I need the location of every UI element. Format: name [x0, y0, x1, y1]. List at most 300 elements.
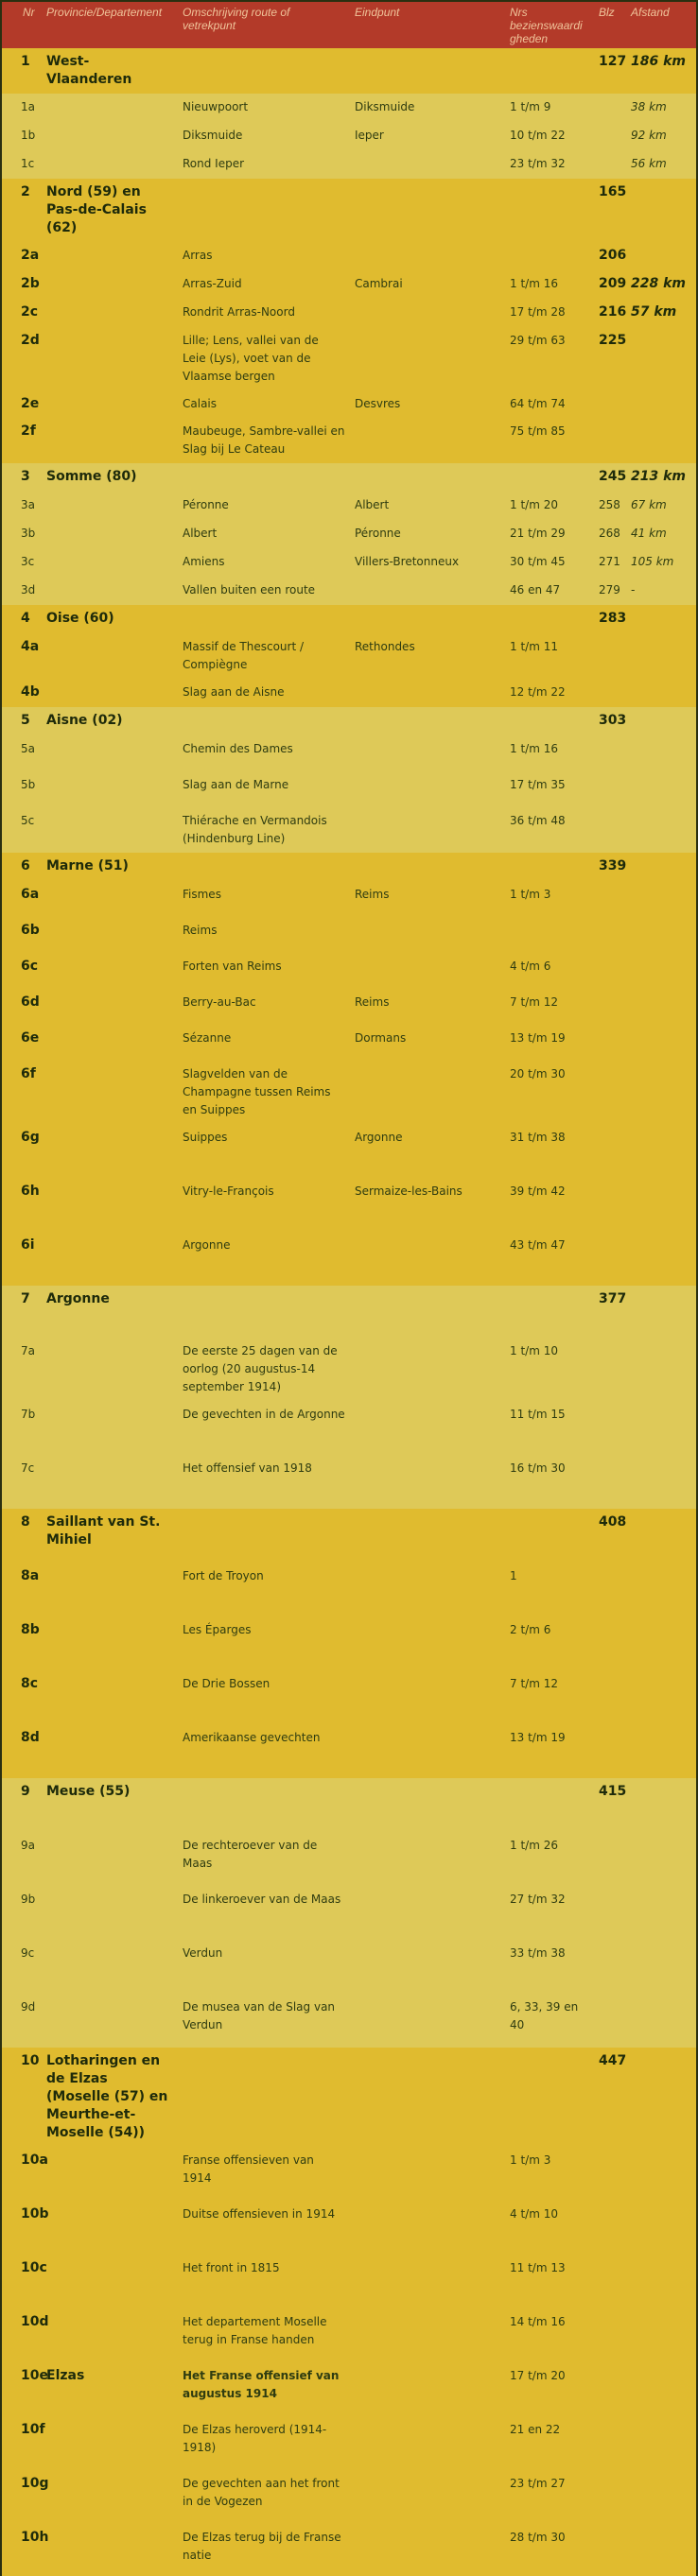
cell-end: Desvres: [355, 397, 401, 410]
cell-nrs: [505, 242, 594, 270]
section-row: [2, 605, 696, 633]
cell-end: Villers-Bretonneux: [355, 555, 460, 568]
cell-route: Sézanne: [183, 1031, 232, 1045]
cell-blz: [594, 94, 626, 122]
cell-prov: [42, 418, 178, 463]
table-row: [2, 953, 696, 989]
header-nrs: Nrs bezienswaardi gheden: [505, 2, 594, 48]
cell-nr: 1: [21, 54, 30, 69]
cell-nr: 6a: [21, 887, 40, 902]
cell-blz: [594, 1025, 626, 1061]
cell-route: [178, 605, 350, 633]
cell-nr: 2e: [21, 396, 40, 411]
cell-afst: 57 km: [631, 304, 677, 320]
cell-prov: [42, 633, 178, 679]
cell-blz: [594, 122, 626, 150]
cell-blz: [594, 2255, 626, 2308]
cell-afst: [626, 707, 696, 735]
cell-nrs: 64 t/m 74: [510, 397, 566, 410]
cell-blz: 303: [599, 713, 627, 728]
cell-blz: 258: [599, 498, 620, 511]
cell-blz: [594, 953, 626, 989]
cell-end: [350, 1940, 505, 1994]
cell-route: De Elzas terug bij de Franse natie: [183, 2531, 341, 2562]
cell-nr: 6e: [21, 1030, 40, 1046]
cell-blz: 415: [599, 1784, 627, 1799]
cell-afst: [626, 2048, 696, 2147]
cell-nrs: 20 t/m 30: [510, 1067, 566, 1081]
cell-route: Het offensief van 1918: [183, 1461, 312, 1475]
cell-blz: 268: [599, 527, 620, 540]
cell-prov: [42, 242, 178, 270]
cell-prov: [42, 1616, 178, 1670]
cell-nr: 9b: [21, 1893, 36, 1906]
cell-blz: 408: [599, 1514, 627, 1530]
cell-afst: [626, 1455, 696, 1509]
cell-afst: [626, 807, 696, 853]
cell-nrs: [505, 1509, 594, 1563]
cell-afst: 228 km: [631, 276, 686, 291]
cell-nr: 2b: [21, 276, 40, 291]
cell-end: [350, 327, 505, 390]
cell-blz: [594, 633, 626, 679]
cell-nrs: [505, 605, 594, 633]
cell-nrs: 4 t/m 10: [510, 2207, 558, 2221]
cell-nrs: 27 t/m 32: [510, 1893, 566, 1906]
cell-nr: 9c: [21, 1946, 35, 1960]
section-row: [2, 853, 696, 881]
cell-prov: [42, 881, 178, 917]
cell-route: Maubeuge, Sambre-vallei en Slag bij Le Cateau: [183, 424, 345, 456]
cell-nrs: 1 t/m 3: [510, 888, 551, 901]
cell-nrs: 11 t/m 15: [510, 1408, 566, 1421]
cell-end: [350, 953, 505, 989]
section-row: [2, 1778, 696, 1832]
cell-route: Argonne: [183, 1238, 231, 1252]
cell-nrs: 16 t/m 30: [510, 1461, 566, 1475]
cell-afst: [626, 2362, 696, 2416]
cell-route: Diksmuide: [183, 129, 243, 142]
cell-nr: 2: [21, 184, 30, 199]
cell-route: Fort de Troyon: [183, 1569, 264, 1582]
cell-blz: [594, 881, 626, 917]
table-row: [2, 122, 696, 150]
table-row: [2, 150, 696, 179]
cell-afst: [626, 1509, 696, 1563]
cell-route: Rondrit Arras-Noord: [183, 305, 295, 319]
cell-blz: 279: [599, 583, 620, 596]
cell-end: [350, 1832, 505, 1886]
cell-end: Albert: [355, 498, 390, 511]
table-row: [2, 1338, 696, 1401]
cell-nr: 5a: [21, 742, 35, 755]
cell-route: Verdun: [183, 1946, 223, 1960]
cell-nrs: 1 t/m 16: [510, 277, 558, 290]
cell-afst: [626, 2524, 696, 2576]
cell-nrs: [505, 48, 594, 94]
cell-route: Arras: [183, 249, 213, 262]
cell-nr: 10b: [21, 2206, 49, 2222]
table-row: [2, 520, 696, 548]
table-row: [2, 807, 696, 853]
cell-prov: [42, 1455, 178, 1509]
cell-nr: 1b: [21, 129, 36, 142]
cell-nr: 10a: [21, 2152, 48, 2168]
cell-nrs: [505, 179, 594, 242]
cell-route: De gevechten in de Argonne: [183, 1408, 345, 1421]
header-omschrijving: Omschrijving route of vetrekpunt: [178, 2, 350, 48]
cell-prov: [42, 1401, 178, 1455]
cell-route: Slag aan de Aisne: [183, 685, 285, 699]
header-row: [2, 2, 696, 48]
cell-nrs: 2 t/m 6: [510, 1623, 551, 1636]
cell-end: [350, 853, 505, 881]
cell-nr: 6i: [21, 1237, 35, 1253]
cell-nr: 5: [21, 713, 30, 728]
cell-prov: Marne (51): [46, 858, 129, 873]
table-row: [2, 1886, 696, 1940]
table-row: [2, 1670, 696, 1724]
cell-afst: [626, 1724, 696, 1778]
cell-nr: 9d: [21, 2000, 36, 2014]
table-row: [2, 1025, 696, 1061]
cell-blz: [594, 2362, 626, 2416]
header-afstand: Afstand: [626, 2, 696, 48]
header-blz: Blz: [594, 2, 626, 48]
cell-afst: [626, 1286, 696, 1338]
cell-prov: [42, 679, 178, 707]
cell-nrs: 46 en 47: [510, 583, 561, 596]
cell-end: [350, 1509, 505, 1563]
cell-afst: [626, 418, 696, 463]
cell-blz: [594, 1832, 626, 1886]
cell-afst: [626, 605, 696, 633]
cell-route: Suippes: [183, 1131, 228, 1144]
cell-blz: [594, 418, 626, 463]
table-row: [2, 242, 696, 270]
cell-prov: [42, 2147, 178, 2201]
cell-nr: 6: [21, 858, 30, 873]
cell-prov: [42, 577, 178, 605]
cell-afst: [626, 953, 696, 989]
table-row: [2, 735, 696, 771]
cell-afst: [626, 1061, 696, 1124]
cell-prov: [42, 548, 178, 577]
cell-nrs: 17 t/m 28: [510, 305, 566, 319]
section-row: [2, 1509, 696, 1563]
cell-nrs: 7 t/m 12: [510, 995, 558, 1009]
cell-prov: West-Vlaanderen: [46, 54, 132, 87]
cell-route: De Elzas heroverd (1914-1918): [183, 2423, 327, 2454]
cell-end: Rethondes: [355, 640, 415, 653]
cell-nrs: 29 t/m 63: [510, 334, 566, 347]
cell-prov: [42, 2201, 178, 2255]
cell-route: Thiérache en Vermandois (Hindenburg Line): [183, 814, 327, 845]
table-row: [2, 2416, 696, 2470]
cell-prov: [42, 270, 178, 299]
cell-afst: [626, 1563, 696, 1616]
cell-nrs: 23 t/m 32: [510, 157, 566, 170]
table-row: [2, 633, 696, 679]
cell-afst: [626, 679, 696, 707]
cell-route: De gevechten aan het front in de Vogezen: [183, 2477, 340, 2508]
cell-afst: -: [631, 583, 636, 596]
cell-end: [350, 577, 505, 605]
cell-end: [350, 2048, 505, 2147]
cell-end: [350, 418, 505, 463]
table-row: [2, 881, 696, 917]
table-row: [2, 917, 696, 953]
cell-nrs: [505, 917, 594, 953]
cell-blz: [594, 2308, 626, 2362]
cell-route: Franse offensieven van 1914: [183, 2153, 314, 2185]
cell-prov: [42, 1232, 178, 1286]
cell-prov: [42, 1563, 178, 1616]
cell-prov: [42, 2470, 178, 2524]
cell-prov: [42, 2255, 178, 2308]
cell-afst: [626, 881, 696, 917]
cell-afst: [626, 735, 696, 771]
cell-afst: [626, 771, 696, 807]
cell-afst: [626, 1232, 696, 1286]
cell-afst: 213 km: [631, 469, 686, 484]
cell-afst: [626, 2147, 696, 2201]
cell-afst: [626, 1832, 696, 1886]
cell-route: [178, 463, 350, 492]
cell-prov: [42, 520, 178, 548]
cell-blz: 377: [599, 1291, 627, 1306]
cell-blz: [594, 1940, 626, 1994]
cell-route: Amerikaanse gevechten: [183, 1731, 321, 1744]
cell-blz: 216: [599, 304, 627, 320]
cell-nr: 9: [21, 1784, 30, 1799]
cell-nr: 9a: [21, 1839, 35, 1852]
cell-blz: [594, 2470, 626, 2524]
cell-nrs: 31 t/m 38: [510, 1131, 566, 1144]
cell-nr: 3b: [21, 527, 36, 540]
cell-prov: [42, 122, 178, 150]
cell-nrs: 23 t/m 27: [510, 2477, 566, 2490]
table-row: [2, 2362, 696, 2416]
section-row: [2, 2048, 696, 2147]
cell-end: [350, 1338, 505, 1401]
cell-blz: [594, 989, 626, 1025]
cell-end: [350, 2147, 505, 2201]
cell-route: [178, 2048, 350, 2147]
cell-afst: [626, 327, 696, 390]
cell-nr: 6c: [21, 959, 39, 974]
cell-end: [350, 1886, 505, 1940]
cell-blz: [594, 1401, 626, 1455]
table-row: [2, 327, 696, 390]
cell-blz: [594, 150, 626, 179]
cell-nrs: 1 t/m 26: [510, 1839, 558, 1852]
table-row: [2, 1563, 696, 1616]
cell-nr: 7b: [21, 1408, 36, 1421]
cell-blz: 271: [599, 555, 620, 568]
cell-nrs: [505, 853, 594, 881]
cell-prov: [42, 150, 178, 179]
cell-prov: [42, 2308, 178, 2362]
cell-end: Argonne: [355, 1131, 403, 1144]
cell-nr: 7c: [21, 1461, 35, 1475]
table-row: [2, 299, 696, 327]
cell-nr: 8: [21, 1514, 30, 1530]
cell-prov: Saillant van St. Mihiel: [46, 1514, 161, 1547]
cell-nrs: [505, 1286, 594, 1338]
cell-nr: 4: [21, 611, 30, 626]
section-row: [2, 463, 696, 492]
cell-blz: [594, 390, 626, 418]
cell-nrs: 17 t/m 20: [510, 2369, 566, 2382]
cell-end: [350, 48, 505, 94]
cell-prov: [42, 327, 178, 390]
cell-afst: 92 km: [631, 129, 667, 142]
cell-end: [350, 917, 505, 953]
cell-nrs: 75 t/m 85: [510, 424, 566, 438]
cell-route: De Drie Bossen: [183, 1677, 270, 1690]
cell-blz: [594, 1616, 626, 1670]
cell-nrs: 13 t/m 19: [510, 1031, 566, 1045]
cell-end: [350, 1670, 505, 1724]
cell-end: [350, 1455, 505, 1509]
cell-afst: [626, 1778, 696, 1832]
cell-blz: [594, 1670, 626, 1724]
cell-blz: [594, 1178, 626, 1232]
section-row: [2, 1286, 696, 1338]
table-row: [2, 390, 696, 418]
cell-nr: 3c: [21, 555, 35, 568]
cell-blz: [594, 807, 626, 853]
cell-nr: 3d: [21, 583, 36, 596]
cell-end: [350, 242, 505, 270]
cell-afst: [626, 989, 696, 1025]
cell-route: Het front in 1815: [183, 2261, 280, 2274]
cell-blz: 209: [599, 276, 627, 291]
cell-prov: [42, 1178, 178, 1232]
cell-afst: [626, 1178, 696, 1232]
cell-nrs: 11 t/m 13: [510, 2261, 566, 2274]
cell-afst: [626, 242, 696, 270]
cell-nr: 8a: [21, 1568, 40, 1583]
table-row: [2, 1232, 696, 1286]
cell-end: [350, 2255, 505, 2308]
cell-end: Dormans: [355, 1031, 407, 1045]
cell-prov: [42, 917, 178, 953]
table-row: [2, 1724, 696, 1778]
cell-blz: 283: [599, 611, 627, 626]
cell-prov: [42, 807, 178, 853]
table-body: [2, 48, 696, 2576]
table-row: [2, 548, 696, 577]
cell-prov: [42, 2524, 178, 2576]
cell-route: Calais: [183, 397, 218, 410]
table-row: [2, 418, 696, 463]
cell-prov: [42, 1338, 178, 1401]
cell-end: [350, 1778, 505, 1832]
cell-afst: 56 km: [631, 157, 667, 170]
cell-end: Reims: [355, 888, 390, 901]
cell-prov: [42, 2416, 178, 2470]
cell-afst: [626, 1124, 696, 1178]
cell-nrs: 17 t/m 35: [510, 778, 566, 791]
cell-nrs: 21 t/m 29: [510, 527, 566, 540]
cell-nr: 6b: [21, 923, 40, 938]
cell-nrs: 1 t/m 3: [510, 2153, 551, 2167]
cell-blz: [594, 1563, 626, 1616]
cell-nr: 3a: [21, 498, 35, 511]
table-row: [2, 1124, 696, 1178]
cell-route: Reims: [183, 924, 218, 937]
cell-nr: 8b: [21, 1622, 40, 1637]
cell-end: [350, 1061, 505, 1124]
cell-end: [350, 1724, 505, 1778]
cell-route: Berry-au-Bac: [183, 995, 256, 1009]
cell-blz: [594, 2416, 626, 2470]
cell-nr: 7a: [21, 1344, 35, 1357]
cell-blz: [594, 917, 626, 953]
cell-blz: [594, 1124, 626, 1178]
cell-afst: 105 km: [631, 555, 674, 568]
cell-afst: 67 km: [631, 498, 667, 511]
cell-nr: 5c: [21, 814, 35, 827]
cell-route: Het Franse offensief van augustus 1914: [183, 2369, 340, 2400]
cell-route: [178, 707, 350, 735]
cell-end: [350, 1616, 505, 1670]
table-row: [2, 2147, 696, 2201]
cell-afst: [626, 1616, 696, 1670]
cell-end: [350, 771, 505, 807]
cell-afst: 38 km: [631, 100, 667, 113]
cell-afst: [626, 917, 696, 953]
cell-route: Chemin des Dames: [183, 742, 293, 755]
cell-afst: [626, 2308, 696, 2362]
table-row: [2, 1455, 696, 1509]
cell-nrs: 7 t/m 12: [510, 1677, 558, 1690]
cell-afst: 186 km: [631, 54, 686, 69]
cell-nr: 6f: [21, 1066, 36, 1081]
cell-afst: [626, 1401, 696, 1455]
cell-nr: 2d: [21, 333, 40, 348]
cell-route: Rond Ieper: [183, 157, 245, 170]
cell-nrs: 13 t/m 19: [510, 1731, 566, 1744]
cell-prov: [42, 94, 178, 122]
cell-afst: [626, 853, 696, 881]
cell-route: Arras-Zuid: [183, 277, 242, 290]
cell-end: [350, 807, 505, 853]
cell-nrs: 1 t/m 16: [510, 742, 558, 755]
cell-nrs: 33 t/m 38: [510, 1946, 566, 1960]
cell-prov: [42, 735, 178, 771]
cell-end: [350, 605, 505, 633]
cell-nrs: 36 t/m 48: [510, 814, 566, 827]
cell-afst: [626, 1670, 696, 1724]
cell-nr: 6g: [21, 1130, 40, 1145]
cell-afst: [626, 2470, 696, 2524]
cell-prov: Lotharingen en de Elzas (Moselle (57) en Meurthe-et-Moselle (54)): [46, 2053, 168, 2140]
cell-nrs: 10 t/m 22: [510, 129, 566, 142]
cell-nrs: 1 t/m 20: [510, 498, 558, 511]
cell-end: [350, 679, 505, 707]
cell-nrs: 28 t/m 30: [510, 2531, 566, 2544]
table-row: [2, 679, 696, 707]
cell-route: Nieuwpoort: [183, 100, 249, 113]
cell-end: [350, 707, 505, 735]
cell-blz: [594, 2147, 626, 2201]
cell-blz: [594, 771, 626, 807]
cell-blz: [594, 1455, 626, 1509]
cell-blz: [594, 1338, 626, 1401]
